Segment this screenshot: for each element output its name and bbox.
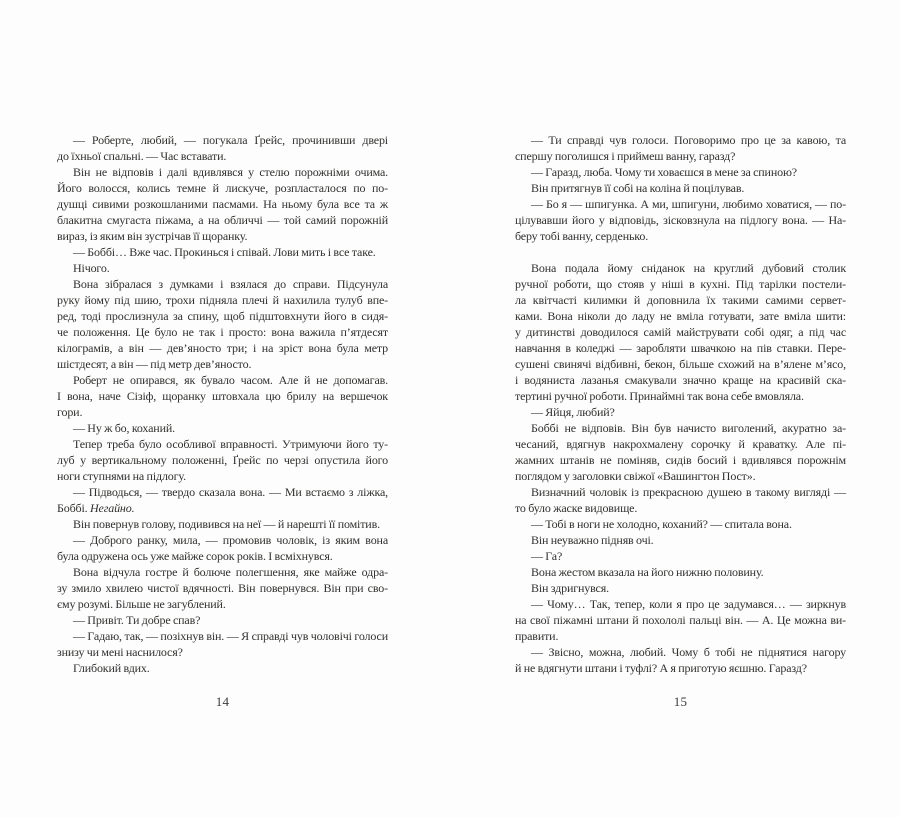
book-page-right xyxy=(515,132,846,676)
paragraph xyxy=(515,132,846,164)
text-line: ноги ступнями на підлогу. xyxy=(57,469,186,483)
text-line: — Боббі… Вже час. Прокинься і співай. Лови мить і все таке. xyxy=(73,245,376,259)
paragraph xyxy=(57,244,388,260)
paragraph xyxy=(57,260,388,276)
paragraph xyxy=(57,612,388,628)
text-line: гори. xyxy=(57,405,83,419)
text-line: зу змило хвилею чистої вдячності. Він повернувся. Він при сво- xyxy=(57,581,388,595)
text-line: Вона подала йому сніданок на круглий дубовий столик xyxy=(531,261,846,275)
paragraph xyxy=(57,628,388,660)
text-line: — Гадаю, так, — позіхнув він. — Я справді чув чоловічі голоси xyxy=(73,629,388,643)
paragraph xyxy=(515,420,846,484)
text-line: у дитинстві доводилося самій майструвати собі одяг, а під час xyxy=(515,325,846,339)
page-number-left: 14 xyxy=(215,694,230,709)
text-line: на свої піжамні штани й похололі пальці він. — А. Це можна ви- xyxy=(515,613,846,627)
text-line: Нічого. xyxy=(73,261,110,275)
text-line: правити. xyxy=(515,629,559,643)
page-number-right: 15 xyxy=(673,694,688,709)
text-line: Вона зібралася з думками і взялася до справи. Підсунула xyxy=(73,277,388,291)
text-line: Він неуважно підняв очі. xyxy=(531,533,654,547)
text-line: Вона відчула гостре й болюче полегшення, яке майже одра- xyxy=(73,565,388,579)
text-line: — Чому… Так, тепер, коли я про це задумався… — зиркнув xyxy=(531,597,846,611)
text-line: душці сивими розкошланими пасмами. На ньому була все та ж xyxy=(57,197,388,211)
text-line: чесаний, вдягнув накрохмалену сорочку й краватку. Але пі- xyxy=(515,437,846,451)
text-line: спершу поголишся і приймеш ванну, гаразд? xyxy=(515,149,736,163)
paragraph xyxy=(515,196,846,244)
text-line: Вона жестом вказала на його нижню половину. xyxy=(531,565,764,579)
text-line: — Тобі в ноги не холодно, коханий? — спитала вона. xyxy=(531,517,792,531)
text-line: Його волосся, колись темне й лискуче, розпласталося по по- xyxy=(57,181,388,195)
text-line: Визначний чоловік із прекрасною душею в такому вигляді — xyxy=(531,485,846,499)
paragraph xyxy=(515,404,846,420)
paragraph xyxy=(515,516,846,532)
text-line: поглядом у заголовки свіжої «Вашингтон Пост». xyxy=(515,469,756,483)
text-line: — Роберте, любий, — погукала Ґрейс, прочинивши двері xyxy=(73,133,388,147)
paragraph xyxy=(57,516,388,532)
text-line: єму розумі. Більше не загублений. xyxy=(57,597,226,611)
paragraph xyxy=(57,164,388,244)
paragraph xyxy=(515,548,846,564)
paragraph xyxy=(57,436,388,484)
text-line: була одружена ось уже майже сорок років. І всміхнувся. xyxy=(57,549,333,563)
text-line: блакитна смугаста піжама, а на обличчі — той самий порожній xyxy=(57,213,388,227)
text-line: Боббі. Негайно. xyxy=(57,501,135,515)
paragraph xyxy=(515,484,846,516)
text-line: до їхньої спальні. — Час вставати. xyxy=(57,149,227,163)
text-line: Він повернув голову, подивився на неї — й нарешті її помітив. xyxy=(73,517,380,531)
text-line: шістдесят, а він — під метр дев’яносто. xyxy=(57,357,252,371)
paragraph xyxy=(57,484,388,516)
text-line: беру тобі ванну, серденько. xyxy=(515,229,649,243)
paragraph xyxy=(515,532,846,548)
paragraph xyxy=(57,420,388,436)
text-line: — Ну ж бо, коханий. xyxy=(73,421,175,435)
text-line: — Звісно, можна, любий. Чому б тобі не піднятися нагору xyxy=(531,645,846,659)
text-line: кілограмів, а він — дев’яносто три; і на зріст вона була метр xyxy=(57,341,388,355)
text-line: ред, тоді прослизнула за спину, щоб підштовхнути його в сидя- xyxy=(57,309,388,323)
text-line: — Підводься, — твердо сказала вона. — Ми встаємо з ліжка, xyxy=(73,485,388,499)
text-line: — Доброго ранку, мила, — промовив чоловік, із яким вона xyxy=(73,533,388,547)
paragraph xyxy=(57,132,388,164)
paragraph xyxy=(57,532,388,564)
text-line: вираз, із яким він зустрічав її щоранку. xyxy=(57,229,248,243)
text-line: Він притягнув її собі на коліна й поцілував. xyxy=(531,181,745,195)
text-line: навчання в коледжі — заробляти швачкою на пів ставки. Пере- xyxy=(515,341,846,355)
text-line: ла квітчасті килимки й доповнила їх такими самими сервет- xyxy=(515,293,846,307)
text-line: Глибокий вдих. xyxy=(73,661,150,675)
paragraph xyxy=(515,644,846,676)
paragraph xyxy=(515,596,846,644)
text-line: тертині ручної роботи. Принаймні так вона себе вмовляла. xyxy=(515,389,804,403)
paragraph xyxy=(57,276,388,372)
text-line: Він здригнувся. xyxy=(531,581,609,595)
text-line: ками. Вона ніколи до ладу не вміла готувати, зате вміла шити: xyxy=(515,309,846,323)
paragraph xyxy=(515,564,846,580)
text-line: — Гаразд, люба. Чому ти ховаєшся в мене за спиною? xyxy=(531,165,797,179)
text-line: то було жаске видовище. xyxy=(515,501,638,515)
text-line: — Га? xyxy=(531,549,563,563)
text-line: — Бо я — шпигунка. А ми, шпигуни, любимо ховатися, — по- xyxy=(531,197,846,211)
text-line: Боббі не відповів. Він був начисто виголений, акуратно за- xyxy=(531,421,846,435)
text-line: — Ти справді чув голоси. Поговоримо про це за кавою, та xyxy=(531,133,846,147)
text-line: че положення. Це було не так і просто: вона важила п’ятдесят xyxy=(57,325,388,339)
paragraph xyxy=(515,580,846,596)
text-line: руку йому під шию, трохи підняла плечі й нахилила тулуб впе- xyxy=(57,293,388,307)
paragraph xyxy=(57,660,388,676)
text-line: — Яйця, любий? xyxy=(531,405,615,419)
text-line: цілувавши його у відповідь, зісковзнула на підлогу вона. — На- xyxy=(515,213,846,227)
text-line: і водяниста лазанья смакували значно краще на красивій ска- xyxy=(515,373,846,387)
text-line: й не вдягнути штани і туфлі? А я приготую яєшню. Гаразд? xyxy=(515,661,807,675)
book-page-left xyxy=(57,132,388,676)
text-line: Він не відповів і далі вдивлявся у стелю порожніми очима. xyxy=(73,165,388,179)
text-line: І вона, наче Сізіф, щоранку штовхала цю брилу на вершечок xyxy=(57,389,388,403)
text-line: Роберт не опирався, як бувало часом. Але й не допомагав. xyxy=(73,373,388,387)
text-line: — Привіт. Ти добре спав? xyxy=(73,613,201,627)
text-line: сушені свинячі відбивні, бекон, більше схожий на в’ялене м’ясо, xyxy=(515,357,846,371)
text-line: луб у вертикальному положенні, Ґрейс по черзі опустила його xyxy=(57,453,388,467)
text-line: жамних штанів не поміняв, сидів босий і вдивлявся порожнім xyxy=(515,453,846,467)
paragraph xyxy=(57,372,388,420)
text-line: знизу чи мені наснилося? xyxy=(57,645,183,659)
paragraph xyxy=(515,164,846,180)
paragraph xyxy=(57,564,388,612)
text-line: Тепер треба було особливої вправності. Утримуючи його ту- xyxy=(73,437,388,451)
paragraph xyxy=(515,180,846,196)
text-line: ручної роботи, що стояв у ніші в кухні. Під тарілки постели- xyxy=(515,277,846,291)
paragraph xyxy=(515,260,846,404)
